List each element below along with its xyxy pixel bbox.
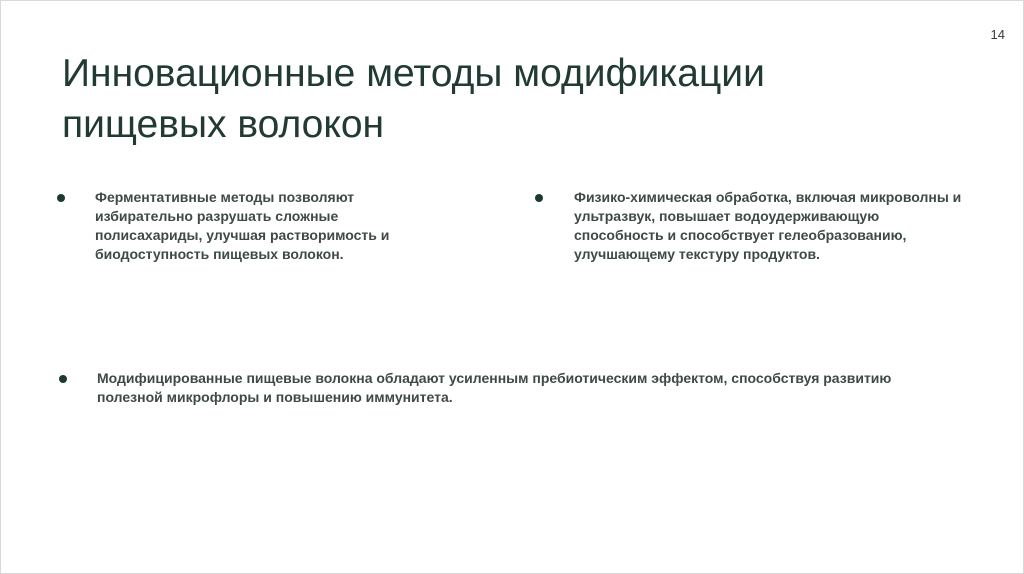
bullet-item bbox=[59, 369, 957, 407]
bullet-item bbox=[57, 188, 445, 264]
bullet-text: Модифицированные пищевые волокна обладают усиленным пребиотическим эффектом, способствуя развитию полезной микрофлоры и повышению иммунитета. bbox=[97, 370, 892, 405]
bullet-item bbox=[535, 188, 964, 264]
bullet-text: Ферментативные методы позволяют избирательно разрушать сложные полисахариды, улучшая растворимость и биодоступность пищевых волокон. bbox=[95, 189, 390, 262]
bullet-dot-icon bbox=[57, 194, 65, 202]
bullet-text: Физико-химическая обработка, включая микроволны и ультразвук, повышает водоудерживающую способность и способствует гелеобразованию, улучшающему текстуру продуктов. bbox=[574, 189, 962, 262]
bullet-dot-icon bbox=[59, 375, 67, 383]
bullet-dot-icon bbox=[535, 194, 543, 202]
slide-title: Инновационные методы модификации пищевых волокон bbox=[62, 52, 765, 146]
page-number: 14 bbox=[990, 27, 1005, 42]
